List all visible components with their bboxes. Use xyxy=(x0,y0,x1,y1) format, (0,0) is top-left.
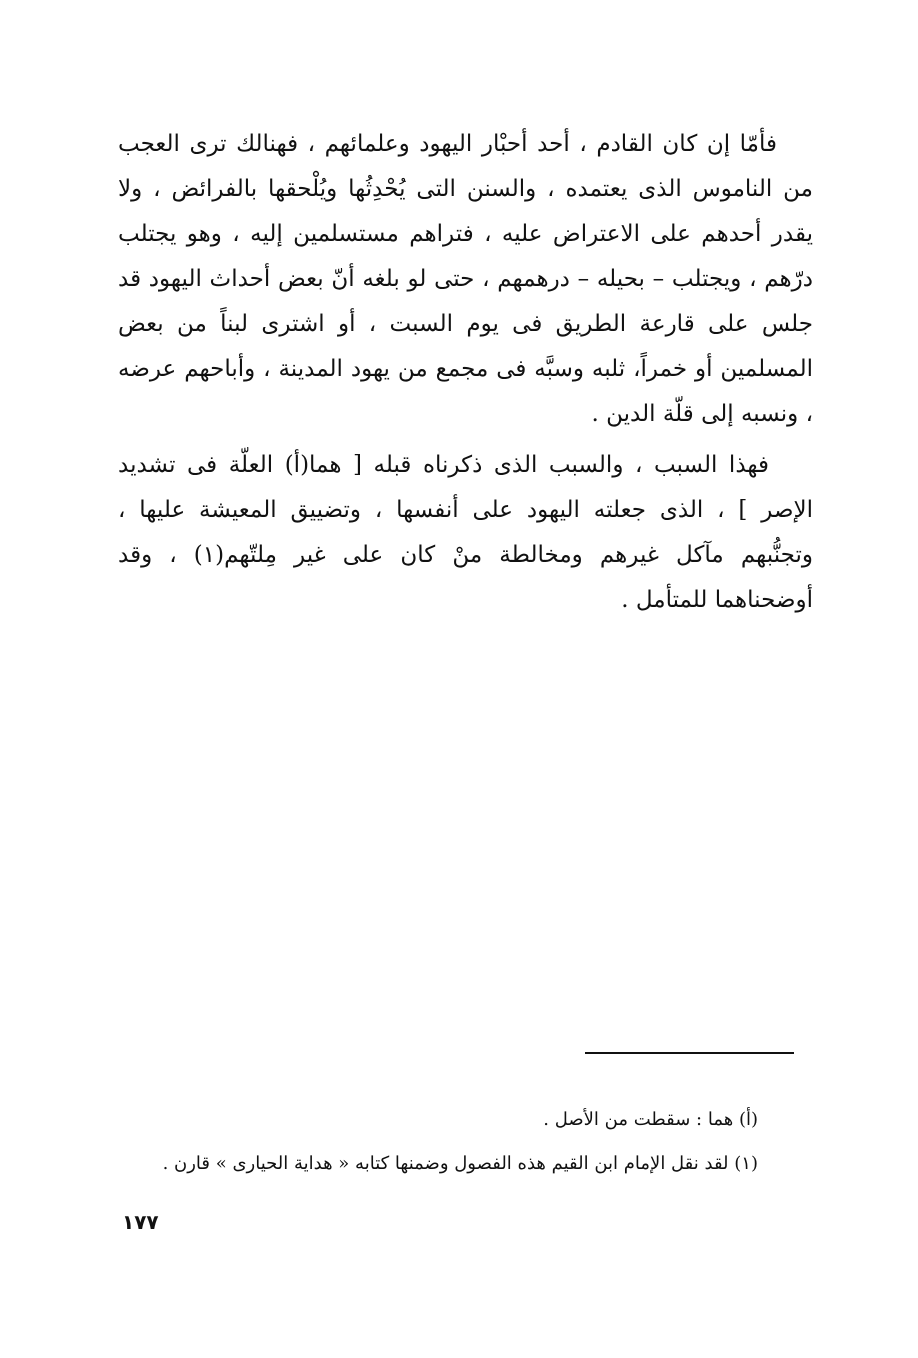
paragraph-1: فأمّا إن كان القادم ، أحد أحبْار اليهود وعلمائهم ، فهنالك ترى العجب من الناموس الذى يعتمده ، والسنن التى يُحْدِثُها ويُلْحقها بالفرائض ، ولا يقدر أحدهم على الاعتراض عليه ، فتراهم مستسلمين إليه ، وهو يجتلب درّهم ، ويجتلب – بحيله – درهمهم ، حتى لو بلغه أنّ بعض أحداث اليهود قد جلس على قارعة الطريق فى يوم السبت ، أو اشترى لبناً من بعض المسلمين أو خمراً، ثلبه وسبَّه فى مجمع من يهود المدينة ، وأباحهم عرضه ، ونسبه إلى قلّة الدين . xyxy=(118,131,813,427)
footnote-separator xyxy=(585,1052,794,1054)
main-text xyxy=(118,122,813,623)
footnotes xyxy=(118,1098,758,1186)
footnote-a: (أ) هما : سقطت من الأصل . xyxy=(543,1109,758,1130)
footnote-1: (١) لقد نقل الإمام ابن القيم هذه الفصول وضمنها كتابه « هداية الحيارى » قارن . xyxy=(162,1153,758,1174)
page-number: ١٧٧ xyxy=(122,1210,159,1234)
paragraph-2: فهذا السبب ، والسبب الذى ذكرناه قبله [ هما(أ) العلّة فى تشديد الإصر ] ، الذى جعلته اليهود على أنفسها ، وتضييق المعيشة عليها ، وتجنُّبهم مآكل غيرهم ومخالطة منْ كان على غير مِلتّهم(١) ، وقد أوضحناهما للمتأمل . xyxy=(118,452,813,613)
